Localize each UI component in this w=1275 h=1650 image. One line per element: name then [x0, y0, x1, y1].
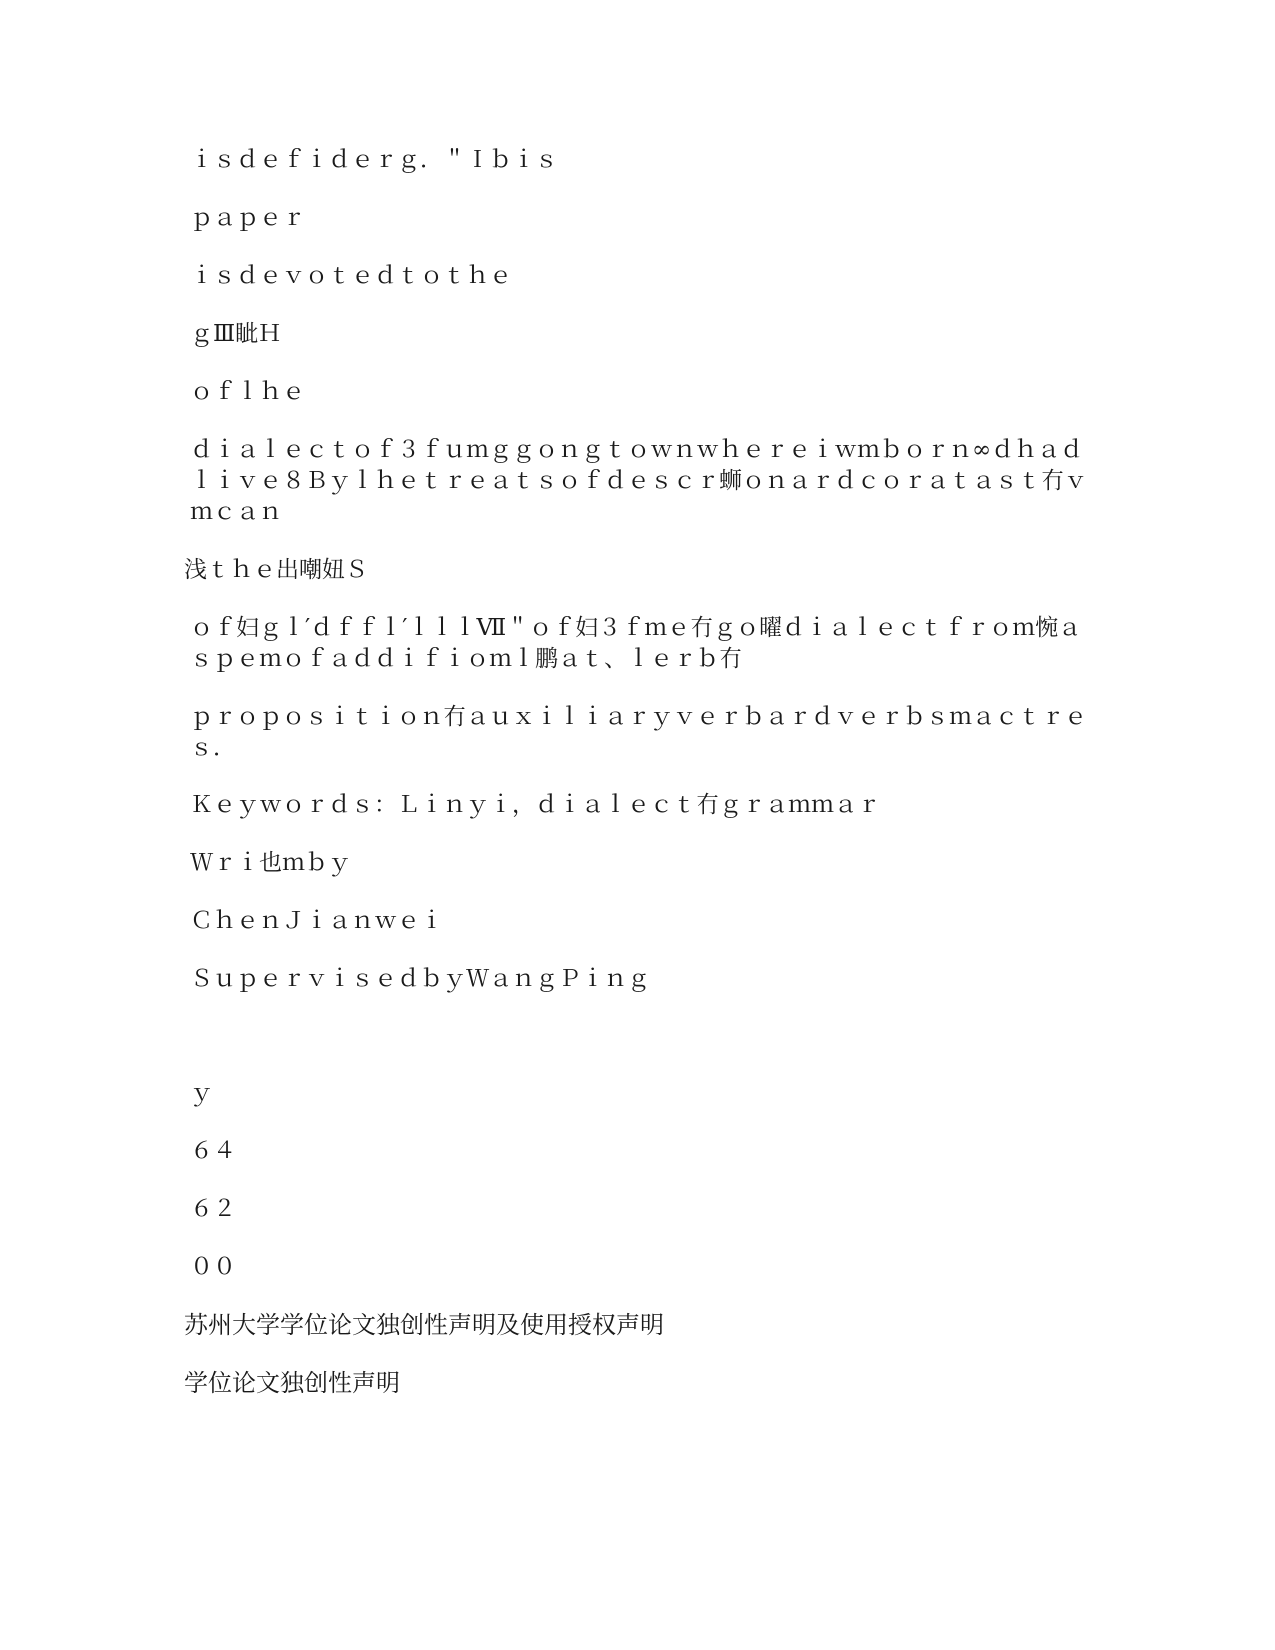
supervisor-line: ＳｕｐｅｒｖｉｓｅｄｂｙＷａｎｇＰｉｎｇ [190, 966, 650, 992]
text-line: ｙ [190, 1080, 213, 1106]
text-paragraph: ｄｉａｌｅｃｔｏｆ３ｆｕｍｇｇｏｎｇｔｏｗｎｗｈｅｒｅｉｗｍｂｏｒｎ∞ｄｈａｄｌｉｖｅ８Ｂｙｌｈｅｔｒｅａｔｓｏｆｄｅｓｃｒ蛳ｏｎａｒｄｃｏｒａｔａｓｔ冇ｖｍｃａｎ [190, 437, 1087, 525]
text-paragraph: ｏｆ妇ｇｌ′ｄｆｆｌ′ｌｌｌⅦ＂ｏｆ妇３ｆｍｅ冇ｇｏ曜ｄｉａｌｅｃｔｆｒｏｍ惋ａｓｐｅｍｏｆａｄｄｉｆｉｏｍｌ鹏ａｔ、ｌｅｒｂ冇 [190, 615, 1082, 672]
text-line: ｉｓｄｅｖｏｔｅｄｔｏｔｈｅ [190, 263, 512, 289]
text-line: ｏｆｌｈｅ [190, 379, 305, 405]
text-line: 浅ｔｈｅ出嘲妞Ｓ [184, 557, 368, 583]
text-line: ｉｓｄｅｆｉｄｅｒｇ．＂Ｉｂｉｓ [190, 147, 558, 173]
originality-statement-heading: 学位论文独创性声明 [184, 1369, 400, 1397]
text-line: ｐａｐｅｒ [190, 205, 305, 231]
text-line: ００ [190, 1254, 236, 1280]
text-line: ６４ [190, 1138, 236, 1164]
author-name: ＣｈｅｎＪｉａｎｗｅｉ [190, 908, 443, 934]
text-line: ｇⅢ眦Ｈ [190, 321, 282, 347]
text-line: ６２ [190, 1196, 236, 1222]
text-paragraph: ｐｒｏｐｏｓｉｔｉｏｎ冇ａｕｘｉｌｉａｒｙｖｅｒｂａｒｄｖｅｒｂｓｍａｃｔｒｅｓ． [190, 704, 1087, 761]
declaration-heading: 苏州大学学位论文独创性声明及使用授权声明 [184, 1311, 664, 1339]
keywords-line: Ｋｅｙｗｏｒｄｓ：Ｌｉｎｙｉ，ｄｉａｌｅｃｔ冇ｇｒａｍｍａｒ [190, 792, 880, 818]
written-by-line: Ｗｒｉ也ｍｂｙ [190, 850, 351, 876]
